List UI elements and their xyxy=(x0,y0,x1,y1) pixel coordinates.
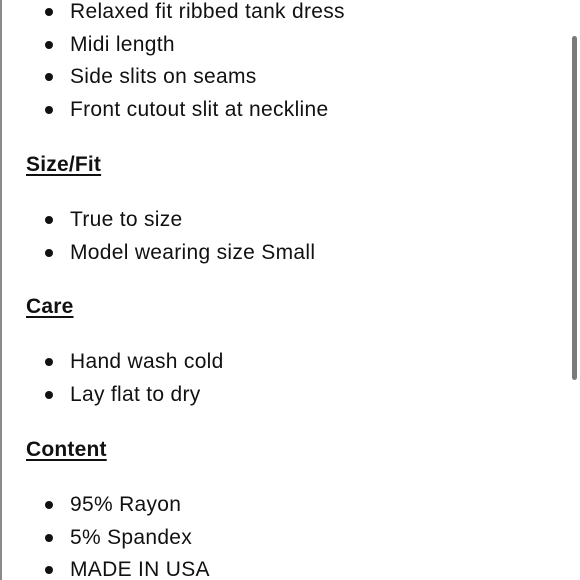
content-list xyxy=(0,493,210,580)
list-item: True to size xyxy=(0,208,315,241)
list-item: 95% Rayon xyxy=(0,493,210,526)
scrollbar-thumb[interactable] xyxy=(572,36,577,380)
list-item: Relaxed fit ribbed tank dress xyxy=(0,0,345,33)
care-list xyxy=(0,350,224,415)
list-item: Model wearing size Small xyxy=(0,241,315,274)
list-item: Midi length xyxy=(0,33,345,66)
list-item: Front cutout slit at neckline xyxy=(0,98,345,131)
size-fit-list xyxy=(0,208,315,273)
list-item: MADE IN USA xyxy=(0,558,210,580)
list-item: Hand wash cold xyxy=(0,350,224,383)
list-item: Lay flat to dry xyxy=(0,383,224,416)
features-list xyxy=(0,0,345,131)
size-fit-heading: Size/Fit xyxy=(26,153,102,176)
scrollbar-track[interactable] xyxy=(570,0,580,580)
care-heading: Care xyxy=(26,295,74,318)
list-item: 5% Spandex xyxy=(0,526,210,559)
content-heading: Content xyxy=(26,438,107,461)
list-item: Side slits on seams xyxy=(0,65,345,98)
